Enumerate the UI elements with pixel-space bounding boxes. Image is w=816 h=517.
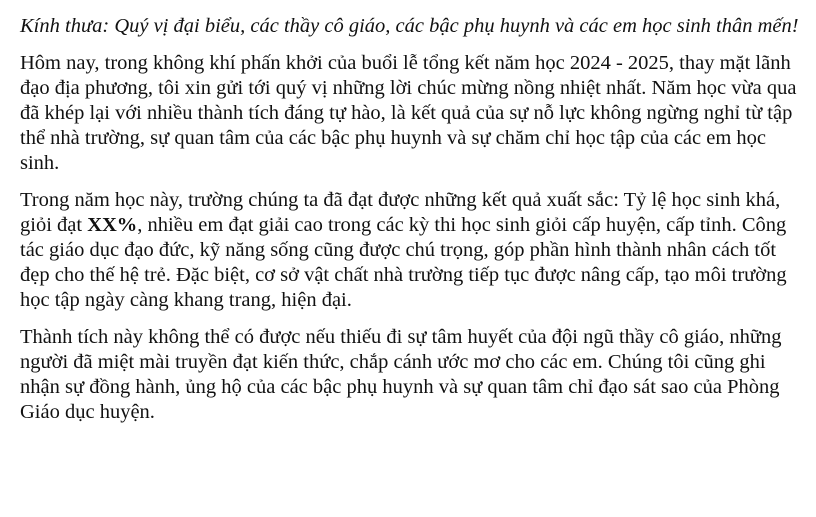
paragraph-gratitude: Thành tích này không thể có được nếu thiếu đi sự tâm huyết của đội ngũ thầy cô giáo, những người đã miệt mài truyền đạt kiến thức, chắp cánh ước mơ cho các em. Chúng tôi cũng ghi nhận sự đồng hành, ủng hộ của các bậc phụ huynh và sự quan tâm chỉ đạo sát sao của Phòng Giáo dục huyện. bbox=[20, 326, 782, 423]
achievements-text-start: Trong năm học này, trường chúng ta đã đạt được những kết quả xuất sắc: Tỷ lệ học sinh khá, giỏi đạt bbox=[20, 189, 781, 236]
rate-placeholder: XX% bbox=[87, 214, 138, 236]
paragraph-opening: Hôm nay, trong không khí phấn khởi của buổi lễ tổng kết năm học 2024 - 2025, thay mặt lãnh đạo địa phương, tôi xin gửi tới quý vị những lời chúc mừng nồng nhiệt nhất. Năm học vừa qua đã khép lại với nhiều thành tích đáng tự hào, là kết quả của sự nỗ lực không ngừng nghỉ từ tập thể nhà trường, sự quan tâm của các bậc phụ huynh và sự chăm chỉ học tập của các em học sinh. bbox=[20, 52, 797, 174]
paragraph-achievements bbox=[20, 188, 802, 313]
achievements-text-end: , nhiều em đạt giải cao trong các kỳ thi học sinh giỏi cấp huyện, cấp tỉnh. Công tác giáo dục đạo đức, kỹ năng sống cũng được chú trọng, góp phần hình thành nhân cách tốt đẹp cho thế hệ trẻ. Đặc biệt, cơ sở vật chất nhà trường tiếp tục được nâng cấp, tạo môi trường học tập ngày càng khang trang, hiện đại. bbox=[20, 214, 787, 311]
speech-document bbox=[20, 14, 802, 437]
greeting-line: Kính thưa: Quý vị đại biểu, các thầy cô giáo, các bậc phụ huynh và các em học sinh thân mến! bbox=[20, 15, 799, 37]
